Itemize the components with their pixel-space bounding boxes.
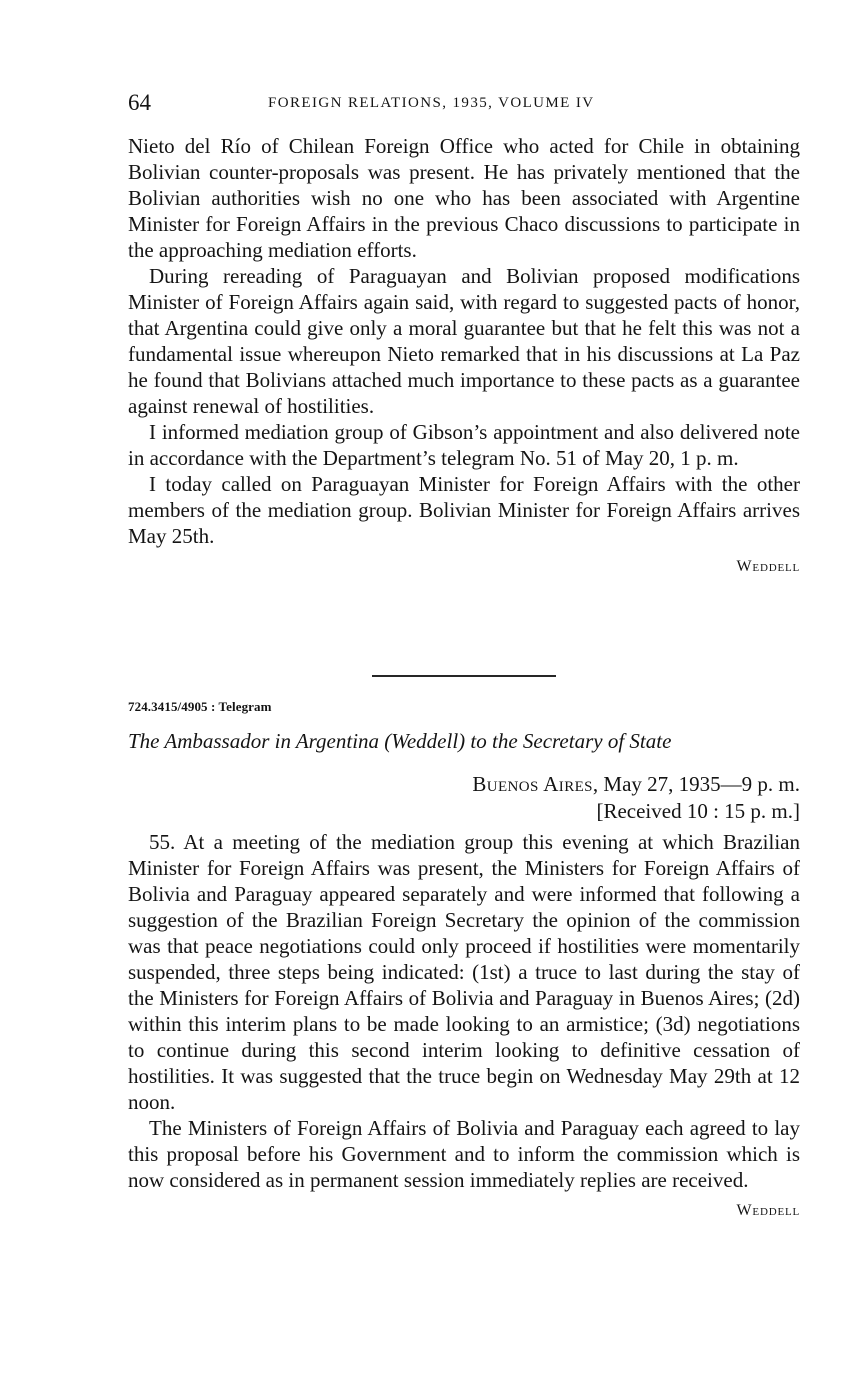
section-divider (372, 675, 556, 677)
running-title: FOREIGN RELATIONS, 1935, VOLUME IV (268, 95, 595, 111)
document-heading: The Ambassador in Argentina (Weddell) to the Secretary of State (128, 729, 672, 753)
pacts-paragraph: During rereading of Paraguayan and Bolivian proposed modifications Minister of Foreign Affairs again said, with regard to suggested pacts of honor, that Argentina could give only a moral guarantee but that he felt this was not a fundamental issue whereupon Nieto remarked that in his discussions at La Paz he found that Bolivians attached much importance to these pacts as a guarantee against renewal of hostilities. (128, 264, 800, 418)
received-time: [Received 10 : 15 p. m.] (596, 799, 800, 823)
signature-weddell-first: Weddell (736, 558, 800, 575)
telegram-paragraph-proposal: The Ministers of Foreign Affairs of Bolivia and Paraguay each agreed to lay this proposal before his Government and to inform the commission which is now considered as in permanent session immediately replies are received. (128, 1116, 800, 1192)
running-header (128, 88, 800, 118)
dateline-date: , May 27, 1935—9 p. m. (592, 772, 800, 796)
dateline (128, 771, 800, 798)
file-reference: 724.3415/4905 : Telegram (128, 699, 272, 714)
continued-paragraph: Nieto del Río of Chilean Foreign Office who acted for Chile in obtaining Bolivian counter-proposals was present. He has privately mentioned that the Bolivian authorities wish no one who has been associated with Argentine Minister for Foreign Affairs in the previous Chaco discussions to participate in the approaching mediation efforts. (128, 134, 800, 262)
signature-weddell-second: Weddell (736, 1202, 800, 1219)
dateline-place: Buenos Aires (472, 772, 593, 796)
gibson-paragraph: I informed mediation group of Gibson’s appointment and also delivered note in accordance with the Department’s telegram No. 51 of May 20, 1 p. m. (128, 420, 800, 470)
continued-message (128, 133, 800, 579)
telegram-paragraph-55: 55. At a meeting of the mediation group this evening at which Brazilian Minister for Foreign Affairs was present, the Ministers for Foreign Affairs of Bolivia and Paraguay appeared separately and were informed that following a suggestion of the Brazilian Foreign Secretary the opinion of the commission was that peace negotiations could only proceed if hostilities were momentarily suspended, three steps being indicated: (1st) a truce to last during the stay of the Ministers for Foreign Affairs of Bolivia and Paraguay in Buenos Aires; (2d) within this interim plans to be made looking to an armistice; (3d) negotiations to continue during this second interim looking to definitive cessation of hostilities. It was suggested that the truce begin on Wednesday May 29th at 12 noon. (128, 830, 800, 1114)
telegram-body (128, 829, 800, 1223)
paraguayan-minister-paragraph: I today called on Paraguayan Minister for Foreign Affairs with the other members of the mediation group. Bolivian Minister for Foreign Affairs arrives May 25th. (128, 472, 800, 548)
page-number: 64 (128, 90, 151, 115)
